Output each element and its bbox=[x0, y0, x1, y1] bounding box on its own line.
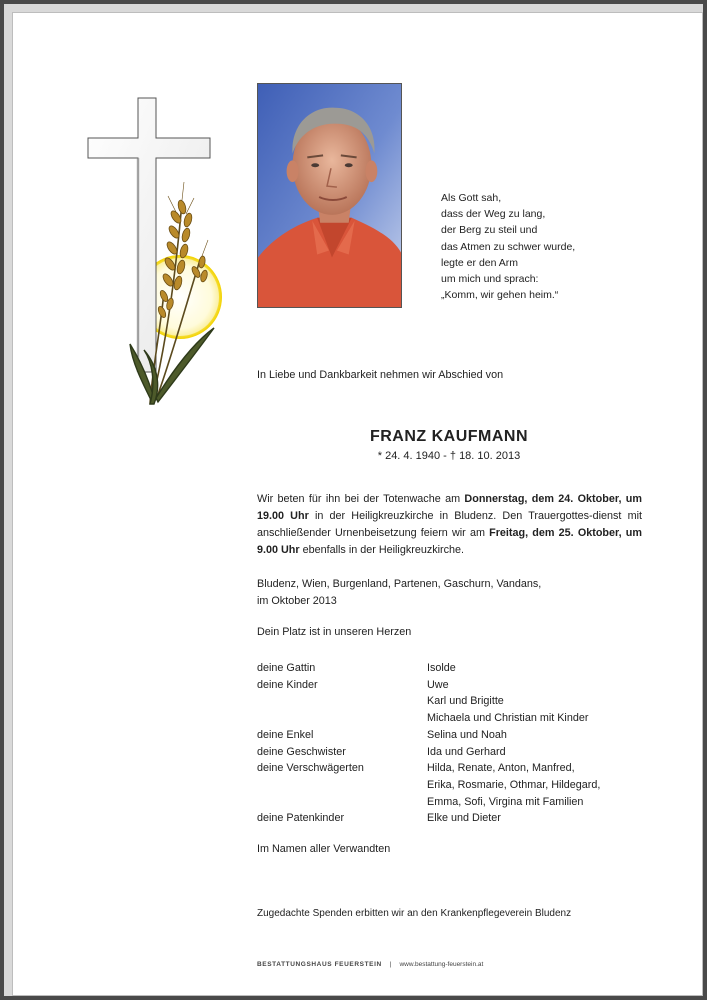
funeral-home-name: BESTATTUNGSHAUS FEUERSTEIN bbox=[257, 961, 382, 968]
deceased-name: FRANZ KAUFMANN bbox=[369, 428, 529, 445]
poem-line: Als Gott sah, bbox=[441, 192, 502, 204]
family-row bbox=[257, 794, 657, 811]
poem bbox=[441, 190, 641, 303]
closing-line: Im Namen aller Verwandten bbox=[257, 843, 391, 855]
family-relation: deine Patenkinder bbox=[257, 812, 345, 825]
family-relation bbox=[257, 777, 427, 794]
family-names: Ida und Gerhard bbox=[427, 745, 506, 758]
poem-line: um mich und sprach: bbox=[441, 273, 539, 286]
family-relation bbox=[257, 693, 427, 710]
family-names: Uwe bbox=[427, 678, 449, 691]
family-row bbox=[257, 660, 657, 677]
family-names: Emma, Sofi, Virgina mit Familien bbox=[427, 795, 584, 808]
family-row bbox=[257, 810, 657, 827]
places-line: Bludenz, Wien, Burgenland, Partenen, Gaschurn, Vandans, bbox=[257, 578, 542, 590]
family-row bbox=[257, 760, 657, 777]
service-text: in der Heiligkreuzkirche in Bludenz. Den Trauergottes-dienst mit anschließender Urnenbeisetzung feiern wir am bbox=[257, 510, 642, 539]
family-row bbox=[257, 727, 657, 744]
family-names: Michaela und Christian mit Kinder bbox=[427, 712, 589, 725]
cross-wheat-emblem bbox=[52, 82, 252, 412]
poem-line: legte er den Arm bbox=[441, 256, 519, 269]
intro-text: In Liebe und Dankbarkeit nehmen wir Abschied von bbox=[257, 369, 504, 381]
family-relation: deine Gattin bbox=[257, 662, 316, 674]
family-relation bbox=[257, 794, 427, 811]
poem-line: das Atmen zu schwer wurde, bbox=[441, 240, 576, 253]
family-relation: deine Kinder bbox=[257, 678, 318, 691]
family-row bbox=[257, 777, 657, 794]
footer-separator: | bbox=[389, 961, 392, 968]
date-line: im Oktober 2013 bbox=[257, 594, 337, 607]
family-relation bbox=[257, 710, 427, 727]
footer bbox=[257, 961, 483, 968]
family-names: Elke und Dieter bbox=[427, 812, 501, 825]
family-relation: deine Geschwister bbox=[257, 745, 346, 758]
family-row bbox=[257, 677, 657, 694]
poem-line: „Komm, wir gehen heim.“ bbox=[441, 289, 559, 302]
family-row bbox=[257, 693, 657, 710]
portrait-photo bbox=[257, 83, 402, 308]
service-text: Wir beten für ihn bei der Totenwache am bbox=[257, 493, 465, 505]
family-list bbox=[257, 660, 657, 827]
service-text: ebenfalls in der Heiligkreuzkirche. bbox=[299, 544, 465, 556]
family-names: Hilda, Renate, Anton, Manfred, bbox=[427, 762, 575, 775]
heart-line: Dein Platz ist in unseren Herzen bbox=[257, 626, 412, 638]
life-dates: * 24. 4. 1940 - † 18. 10. 2013 bbox=[377, 450, 521, 462]
family-relation: deine Verschwägerten bbox=[257, 762, 364, 775]
family-row bbox=[257, 744, 657, 761]
service-paragraph bbox=[257, 491, 642, 559]
family-names: Erika, Rosmarie, Othmar, Hildegard, bbox=[427, 778, 601, 791]
obituary-page bbox=[12, 12, 703, 996]
wake-date: Donnerstag, dem 24. Oktober, um 19.00 Uhr bbox=[257, 493, 642, 522]
funeral-date: Freitag, dem 25. Oktober, um 9.00 Uhr bbox=[257, 527, 642, 556]
places-block bbox=[257, 576, 541, 609]
donation-note: Zugedachte Spenden erbitten wir an den Krankenpflegeverein Bludenz bbox=[257, 908, 572, 919]
family-names: Karl und Brigitte bbox=[427, 695, 504, 708]
website-link[interactable]: www.bestattung-feuerstein.at bbox=[399, 961, 484, 968]
family-names: Isolde bbox=[427, 662, 456, 674]
poem-line: der Berg zu steil und bbox=[441, 224, 538, 237]
family-names: Selina und Noah bbox=[427, 728, 507, 741]
family-row bbox=[257, 710, 657, 727]
family-relation: deine Enkel bbox=[257, 728, 314, 741]
poem-line: dass der Weg zu lang, bbox=[441, 208, 546, 221]
